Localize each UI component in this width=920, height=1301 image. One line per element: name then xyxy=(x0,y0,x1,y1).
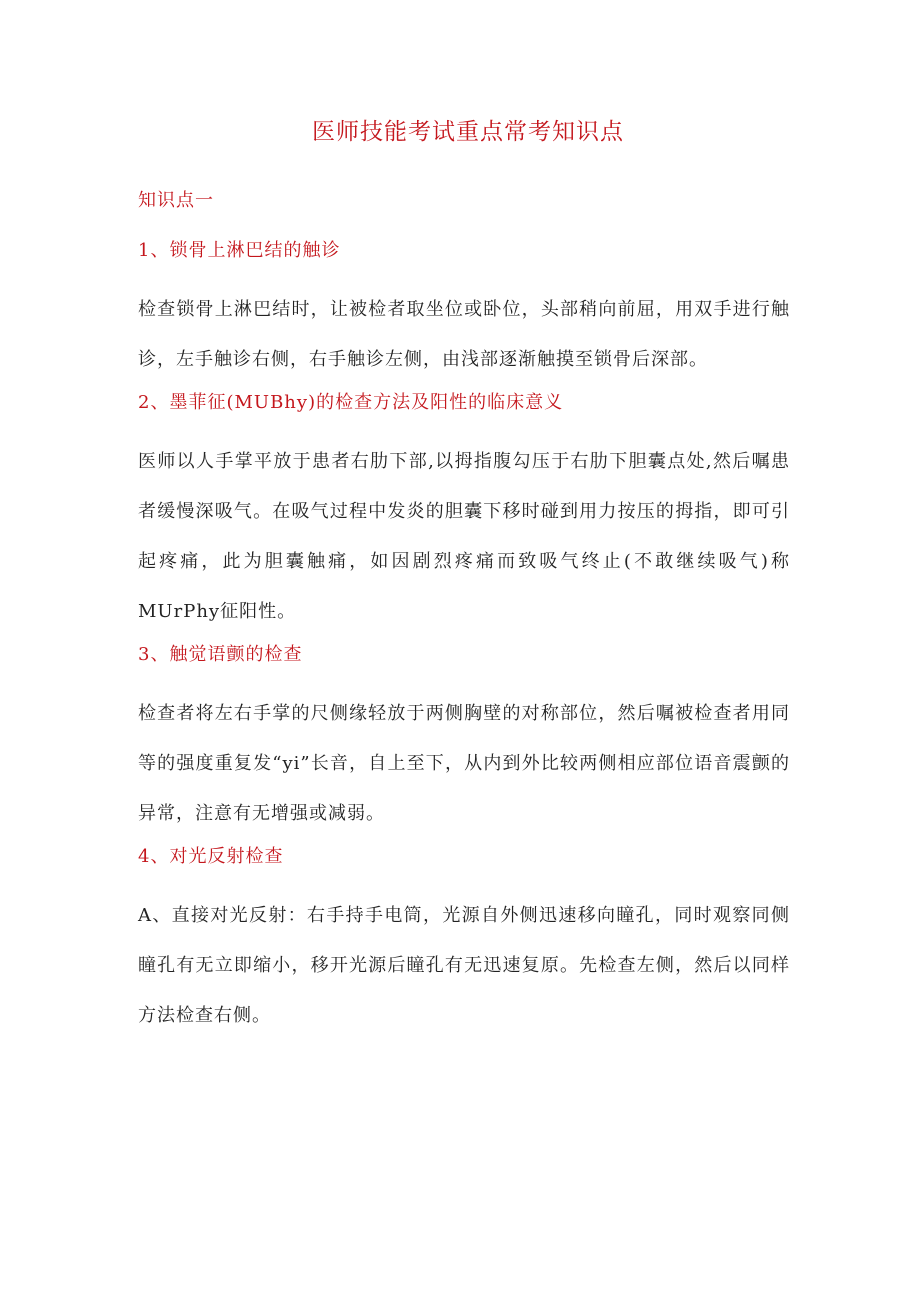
document-title: 医师技能考试重点常考知识点 xyxy=(312,119,624,145)
item-3-heading: 3、触觉语颤的检查 xyxy=(138,644,303,665)
item-1-body: 检查锁骨上淋巴结时，让被检者取坐位或卧位，头部稍向前屈，用双手进行触诊，左手触诊右侧，右手触诊左侧，由浅部逐渐触摸至锁骨后深部。 xyxy=(138,299,790,370)
item-4-heading: 4、对光反射检查 xyxy=(138,846,284,867)
item-3-body: 检查者将左右手掌的尺侧缘轻放于两侧胸壁的对称部位，然后嘱被检查者用同等的强度重复发“yi”长音，自上至下，从内到外比较两侧相应部位语音震颤的异常，注意有无增强或减弱。 xyxy=(138,703,790,824)
item-2-heading: 2、墨菲征(MUBhy)的检查方法及阳性的临床意义 xyxy=(138,392,564,413)
item-2-body: 医师以人手掌平放于患者右肋下部,以拇指腹勾压于右肋下胆囊点处,然后嘱患者缓慢深吸气。在吸气过程中发炎的胆囊下移时碰到用力按压的拇指，即可引起疼痛，此为胆囊触痛，如因剧烈疼痛而致吸气终止(不敢继续吸气)称MUrPhy征阳性。 xyxy=(138,451,790,622)
item-1-heading: 1、锁骨上淋巴结的触诊 xyxy=(138,240,341,261)
item-4-body: A、直接对光反射：右手持手电筒，光源自外侧迅速移向瞳孔，同时观察同侧瞳孔有无立即缩小，移开光源后瞳孔有无迅速复原。先检查左侧，然后以同样方法检查右侧。 xyxy=(138,905,790,1026)
section-label: 知识点一 xyxy=(138,190,214,211)
